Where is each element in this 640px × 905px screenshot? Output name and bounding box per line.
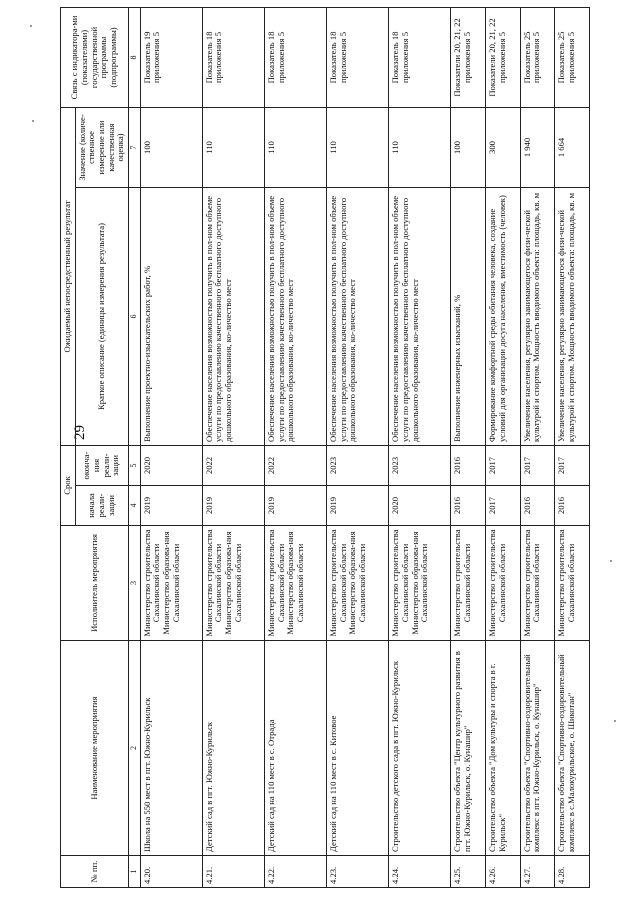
result-description: Обеспечение населения возможностью получить в пол-ном объеме услуги по предоставлению качественного бесплатного доступного дошкольного образования, ко-личество мест [389,187,451,445]
result-value: 110 [327,107,389,187]
row-number: 4.28. [555,856,590,888]
result-value: 110 [264,107,326,187]
indicator-link: Показатель 18 приложения 5 [202,7,264,107]
result-value: 110 [389,107,451,187]
rotated-table-container [60,8,590,888]
measures-table [60,7,590,888]
header-result: Ожидаемый непосредственный результат [61,107,76,445]
result-description: Формирование комфортной среды обитания человека, создание условий для организации досуга населения, вместимость (человек) [486,187,521,445]
measure-name: Строительство объекта "Спортивно-оздоровительный комплекс в пгт. Южно-Курильск, о. Кунашир" [520,641,555,856]
result-value: 300 [486,107,521,187]
header-term: Срок [61,445,76,525]
measure-name: Детский сад на 110 мест в с. Отрада [264,641,326,856]
indicator-link: Показатель 19 приложения 5 [140,7,202,107]
measure-name: Строительство объекта "Спортивно-оздоровительный комплекс в с.Малокурильское, о. Шикотан" [555,641,590,856]
column-number: 7 [128,107,140,187]
column-number: 4 [128,486,140,526]
measure-executor: Министерство строительства Сахалинской области [451,526,486,641]
row-number: 4.24. [389,856,451,888]
measure-executor: Министерство строительства Сахалинской области [486,526,521,641]
term-start: 2017 [486,486,521,526]
row-number: 4.26. [486,856,521,888]
header-term-start: начала реали-зации [75,486,128,526]
table-row [327,7,389,887]
result-value: 100 [140,107,202,187]
term-end: 2020 [140,445,202,485]
term-end: 2017 [486,445,521,485]
row-number: 4.23. [327,856,389,888]
header-executor: Исполнитель мероприятия [61,526,129,641]
term-start: 2019 [140,486,202,526]
scan-speck [614,720,616,722]
header-result-value: Значение (количе-ственное измерение или качественная оценка) [75,107,128,187]
measure-executor: Министерство строительства Сахалинской области Министерство образова-ния Сахалинской области [264,526,326,641]
result-description: Увеличение населения, регулярно занимающегося физи-ческой культурой и спортом. Мощность вводимого объекта: площадь, кв. м [520,187,555,445]
result-description: Обеспечение населения возможностью получить в пол-ном объеме услуги по предоставлению качественного бесплатного доступного дошкольного образования, ко-личество мест [264,187,326,445]
table-row [451,7,486,887]
term-start: 2016 [520,486,555,526]
row-number: 4.21. [202,856,264,888]
term-start: 2019 [264,486,326,526]
measure-name: Детский сад в пгт. Южно-Курильск [202,641,264,856]
term-start: 2016 [451,486,486,526]
measure-executor: Министерство строительства Сахалинской области [520,526,555,641]
measure-executor: Министерство строительства Сахалинской области Министерство образова-ния Сахалинской области [202,526,264,641]
measure-name: Детский сад на 110 мест в с. Китовое [327,641,389,856]
table-row [202,7,264,887]
term-start: 2019 [327,486,389,526]
result-value: 110 [202,107,264,187]
term-end: 2022 [202,445,264,485]
result-description: Выполнение проектно-изыскательских работ, % [140,187,202,445]
page-number: 29 [72,425,88,440]
scan-speck [32,120,34,122]
row-number: 4.22. [264,856,326,888]
result-value: 1 664 [555,107,590,187]
row-number: 4.27. [520,856,555,888]
term-end: 2017 [520,445,555,485]
indicator-link: Показатель 25 приложения 5 [555,7,590,107]
result-description: Выполнение инженерных изысканий, % [451,187,486,445]
column-number: 2 [128,641,140,856]
term-end: 2016 [451,445,486,485]
term-start: 2019 [202,486,264,526]
measure-name: Строительство объекта "Центр культурного развития в пгт. Южно-Курильск, о. Кунашир" [451,641,486,856]
result-description: Обеспечение населения возможностью получить в пол-ном объеме услуги по предоставлению качественного бесплатного доступного дошкольного образования, ко-личество мест [202,187,264,445]
indicator-link: Показатель 18 приложения 5 [389,7,451,107]
term-end: 2023 [389,445,451,485]
scan-speck [610,560,612,562]
header-link: Связь с индикатора-ми (показателями) государственной программы (подпрограммы) [61,7,129,107]
measure-name: Школа на 550 мест в пгт. Южно-Курильск [140,641,202,856]
measure-executor: Министерство строительства Сахалинской области Министерство образова-ния Сахалинской области [327,526,389,641]
column-number: 3 [128,526,140,641]
header-term-end: оконча-ния реали-зации [75,445,128,485]
table-row [140,7,202,887]
table-row [389,7,451,887]
column-number: 8 [128,7,140,107]
term-end: 2023 [327,445,389,485]
header-result-desc: Краткое описание (единицы измерения результата) [75,187,128,445]
column-number: 5 [128,445,140,485]
indicator-link: Показатель 18 приложения 5 [327,7,389,107]
header-no: № пп. [61,856,129,888]
scan-speck [30,25,32,27]
result-description: Увеличение населения, регулярно занимающегося физи-ческой культурой и спортом. Мощность вводимого объекта: площадь, кв. м [555,187,590,445]
measure-name: Строительство объекта "Дом культуры и спорта в г. Курильск" [486,641,521,856]
term-end: 2022 [264,445,326,485]
result-value: 1 940 [520,107,555,187]
measure-executor: Министерство строительства Сахалинской области Министерство образова-ния Сахалинской области [140,526,202,641]
header-name: Наименование мероприятия [61,641,129,856]
result-value: 100 [451,107,486,187]
result-description: Обеспечение населения возможностью получить в пол-ном объеме услуги по предоставлению качественного бесплатного доступного дошкольного образования, ко-личество мест [327,187,389,445]
column-number: 1 [128,856,140,888]
measure-executor: Министерство строительства Сахалинской области Министерство образова-ния Сахалинской области [389,526,451,641]
table-row [486,7,521,887]
term-end: 2017 [555,445,590,485]
measure-executor: Министерство строительства Сахалинской области [555,526,590,641]
measure-name: Строительство детского сада в пгт. Южно-Курильск [389,641,451,856]
indicator-link: Показатели 20, 21, 22 приложения 5 [486,7,521,107]
table-row [264,7,326,887]
column-number: 6 [128,187,140,445]
table-row [520,7,555,887]
indicator-link: Показатели 20, 21, 22 приложения 5 [451,7,486,107]
term-start: 2016 [555,486,590,526]
row-number: 4.20. [140,856,202,888]
table-row [555,7,590,887]
row-number: 4.25. [451,856,486,888]
indicator-link: Показатель 25 приложения 5 [520,7,555,107]
indicator-link: Показатель 18 приложения 5 [264,7,326,107]
term-start: 2020 [389,486,451,526]
